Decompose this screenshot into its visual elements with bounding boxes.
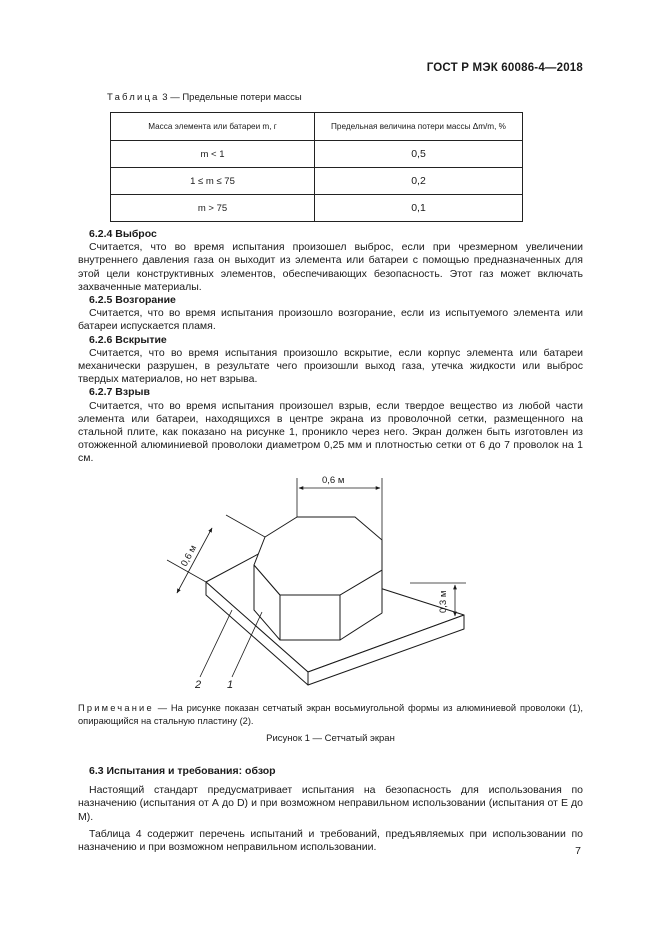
section-title: 6.2.6 Вскрытие <box>89 333 167 346</box>
cell-mass: m < 1 <box>111 141 315 168</box>
cell-loss: 0,1 <box>315 195 523 222</box>
table-row <box>111 141 523 168</box>
callout-label-plate: 2 <box>195 679 202 691</box>
section-title: 6.2.5 Возгорание <box>89 294 176 307</box>
table-caption-title: 3 — Предельные потери массы <box>162 92 302 103</box>
column-header-loss: Предельная величина потери массы Δm/m, % <box>315 113 523 141</box>
dimension-diagonal-label: 0,6 м <box>178 543 200 569</box>
cell-loss: 0,2 <box>315 168 523 195</box>
section-paragraph: Считается, что во время испытания произошло возгорание, если из испытуемого элемента или батареи испускается пламя. <box>78 307 583 333</box>
section-paragraph: Считается, что во время испытания произошло вскрытие, если корпус элемента или батареи механически разрушен, в результате чего произошли выход газа, утечка жидкости или выброс твердых материалов, но нет взрыва. <box>78 346 583 386</box>
section-paragraph: Таблица 4 содержит перечень испытаний и требований, предъявляемых при использовании по назначению и при возможном неправильном использовании. <box>78 827 583 854</box>
section-paragraph: Считается, что во время испытания произошел взрыв, если твердое вещество из любой части элемента или батареи, находящихся в центре экрана из проволочной сетки, размещенного на стальной плите, как показано на рисунке 1, проникло через него. Экран должен быть изготовлен из отожженной алюминиевой проволоки диаметром 0,25 мм и плотностью сетки от 6 до 7 проволок на 1 см. <box>78 399 583 465</box>
document-code-header: ГОСТ Р МЭК 60086-4—2018 <box>426 62 583 74</box>
callout-label-screen: 1 <box>227 679 234 691</box>
column-header-mass: Масса элемента или батареи m, г <box>111 113 315 141</box>
dimension-height-label: 0,3 м <box>438 590 449 613</box>
table-3-caption <box>107 92 302 103</box>
table-row <box>111 168 523 195</box>
section-paragraph: Считается, что во время испытания произошел выброс, если при чрезмерном увеличении внутреннего давления газа он выходит из элемента или батареи с помощью предназначенных для этой цели конструктивных элементов, обеспечивающих безопасность. Этот газ может включать захваченные материалы. <box>78 241 583 293</box>
dimension-width-label: 0,6 м <box>322 475 345 486</box>
section-title: 6.2.4 Выброс <box>89 228 157 240</box>
section-paragraph: Настоящий стандарт предусматривает испытания на безопасность для использования по назначению (испытания от А до D) и при возможном неправильном использовании (испытания от Е до М). <box>78 784 583 823</box>
figure-caption: Рисунок 1 — Сетчатый экран <box>266 733 395 744</box>
note-prefix: Примечание <box>78 703 154 713</box>
sections-6-2-block <box>78 228 583 466</box>
table-caption-prefix: Таблица <box>107 92 160 103</box>
section-title: 6.3 Испытания и требования: обзор <box>89 765 276 777</box>
table-header-row <box>111 113 523 141</box>
cell-loss: 0,5 <box>315 141 523 168</box>
cell-mass: m > 75 <box>111 195 315 222</box>
section-6-3-block <box>78 765 583 854</box>
cell-mass: 1 ≤ m ≤ 75 <box>111 168 315 195</box>
section-title: 6.2.7 Взрыв <box>89 386 150 399</box>
mesh-screen-figure <box>160 470 490 700</box>
page-number: 7 <box>575 845 581 857</box>
octagonal-mesh-screen-shape <box>254 517 382 640</box>
table-row <box>111 195 523 222</box>
mass-loss-table <box>110 112 523 222</box>
note-text: — На рисунке показан сетчатый экран восьмиугольной формы из алюминиевой проволоки (1), опирающийся на стальную пластину (2). <box>78 703 583 726</box>
figure-note <box>78 702 583 727</box>
